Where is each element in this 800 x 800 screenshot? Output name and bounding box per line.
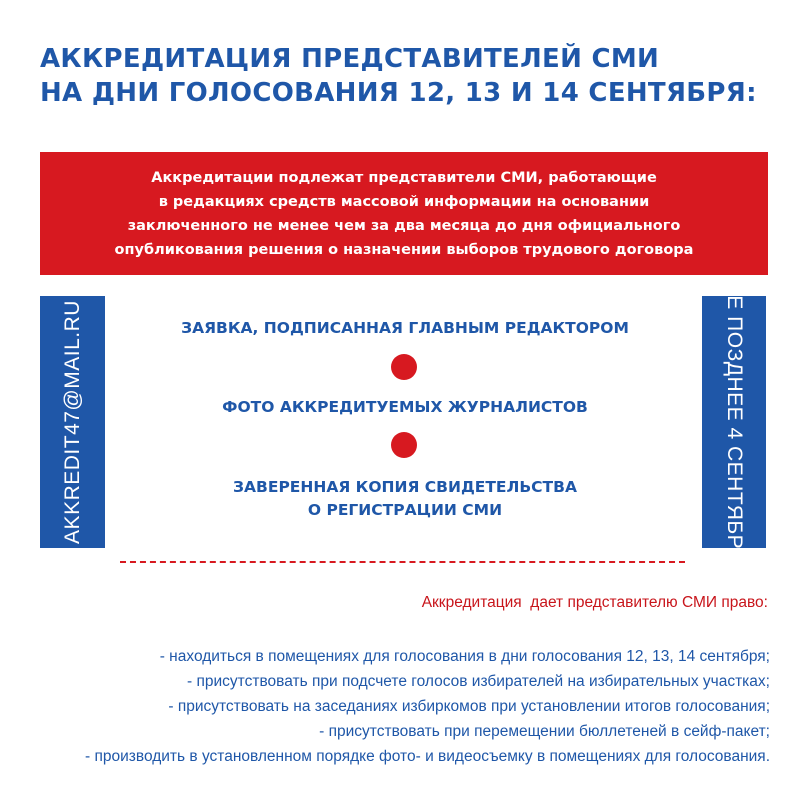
- rights-item: - присутствовать на заседаниях избиркомов при установлении итогов голосования;: [168, 698, 770, 715]
- requirement-line: О РЕГИСТРАЦИИ СМИ: [307, 501, 503, 519]
- requirement-photo: [110, 396, 700, 419]
- requirement-certificate-copy: [110, 476, 700, 522]
- rights-item: - присутствовать при перемещении бюллетеней в сейф-пакет;: [319, 723, 770, 740]
- notice-line: заключенного не менее чем за два месяца до дня официального: [127, 217, 681, 234]
- requirement-application: [110, 317, 700, 340]
- bullet-dot: [391, 354, 417, 380]
- rights-item: - находиться в помещениях для голосования в дни голосования 12, 13, 14 сентября;: [159, 648, 770, 665]
- dashed-divider: [120, 561, 685, 563]
- requirement-line: ЗАЯВКА, ПОДПИСАННАЯ ГЛАВНЫМ РЕДАКТОРОМ: [181, 319, 629, 337]
- title-line-2: НА ДНИ ГОЛОСОВАНИЯ 12, 13 И 14 СЕНТЯБРЯ:: [40, 78, 757, 108]
- rights-item: - производить в установленном порядке фото- и видеосъемку в помещениях для голосования.: [85, 748, 770, 765]
- email-sidebar: [40, 296, 105, 548]
- requirement-line: ФОТО АККРЕДИТУЕМЫХ ЖУРНАЛИСТОВ: [222, 398, 588, 416]
- notice-line: опубликования решения о назначении выборов трудового договора: [114, 241, 694, 258]
- notice-line: Аккредитации подлежат представители СМИ, работающие: [151, 169, 657, 186]
- page-title: [40, 42, 780, 110]
- deadline-text: НЕ ПОЗДНЕЕ 4 СЕНТЯБРЯ: [723, 279, 746, 565]
- bullet-dot: [391, 432, 417, 458]
- notice-line: в редакциях средств массовой информации на основании: [158, 193, 650, 210]
- rights-list: [30, 644, 770, 769]
- contact-email[interactable]: AKKREDIT47@MAIL.RU: [60, 300, 84, 544]
- title-line-1: АККРЕДИТАЦИЯ ПРЕДСТАВИТЕЛЕЙ СМИ: [40, 44, 660, 74]
- deadline-sidebar: [702, 279, 766, 565]
- requirement-line: ЗАВЕРЕННАЯ КОПИЯ СВИДЕТЕЛЬСТВА: [233, 478, 577, 496]
- rights-item: - присутствовать при подсчете голосов избирателей на избирательных участках;: [187, 673, 770, 690]
- accreditation-notice-banner: [40, 152, 768, 275]
- rights-heading: Аккредитация дает представителю СМИ право:: [421, 594, 768, 611]
